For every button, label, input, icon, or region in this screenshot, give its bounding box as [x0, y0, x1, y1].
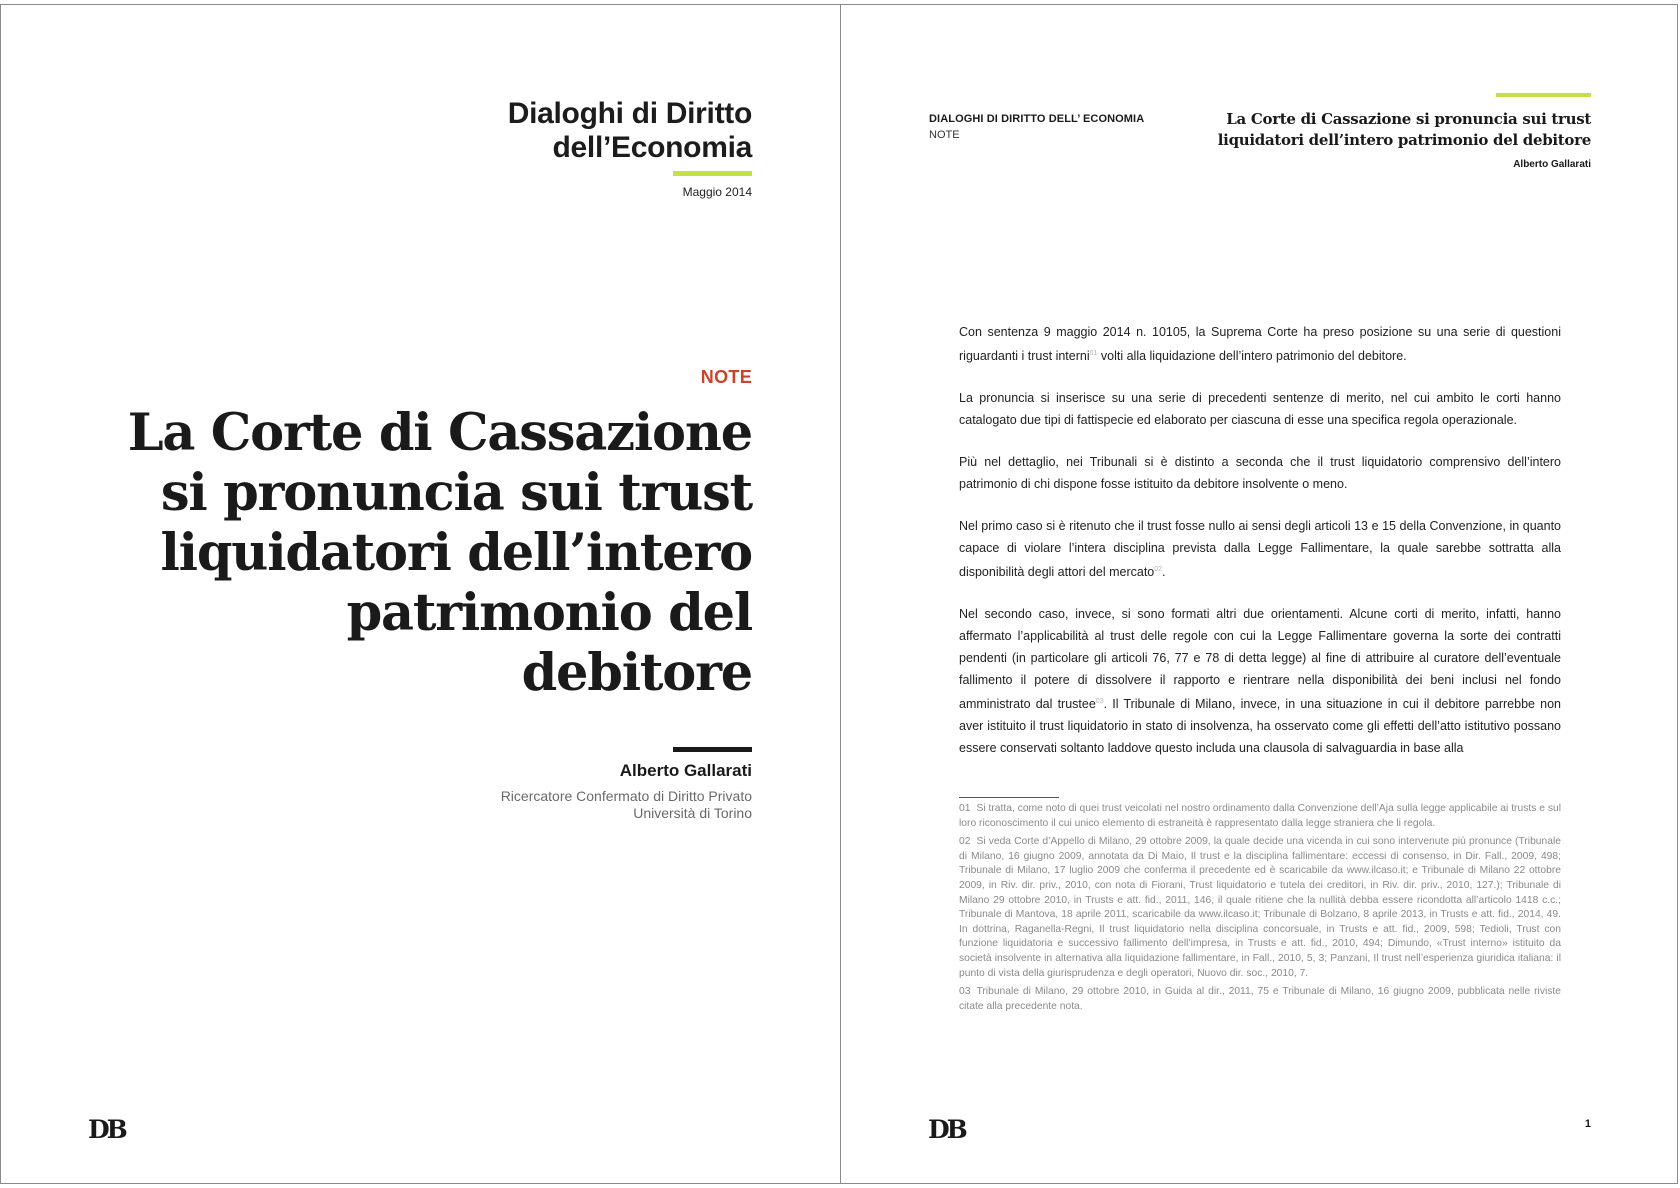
- running-head-section: NOTE: [929, 129, 960, 141]
- body-paragraph: [959, 387, 1561, 431]
- body-paragraph: [959, 451, 1561, 495]
- author-name: Alberto Gallarati: [619, 761, 752, 780]
- author-rule: [673, 747, 752, 752]
- journal-title-line: dell’Economia: [552, 131, 752, 164]
- running-head-author: Alberto Gallarati: [1513, 159, 1591, 170]
- body-paragraph: [959, 603, 1561, 759]
- footnote-text: Si veda Corte d’Appello di Milano, 29 ottobre 2009, la quale decide una vicenda in cui sono intervenute più pronunce (Tribunale di Milano, 16 giugno 2009, annotata da Di Maio, Il trust e la disciplina fallimentare: eccessi di consenso, in Dir. Fall., 2009, 498; Tribunale di Milano, 17 luglio 2009 che conferma il precedente ed è scaricabile da www.ilcaso.it; e Tribunale di Milano 22 ottobre 2009, in Riv. dir. priv., 2010, con nota di Fiorani, Trust liquidatorio e tutela dei creditori, in Riv. dir. priv., 2010, 127.); Tribunale di Milano 29 ottobre 2010, in Trusts e att. fid., 2011, 146, il quale ritiene che la nullità debba essere ricondotta all’articolo 1418 c.c.; Tribunale di Mantova, 18 aprile 2011, scaricabile da www.ilcaso.it; Tribunale di Bolzano, 8 aprile 2013, in Trusts e att. fid., 2014, 49. In dottrina, Raganella-Regni, Il trust liquidatorio nella disciplina concorsuale, in Trusts e att. fid., 2009, 598; Tedioli, Trust con funzione liquidatoria e successivo fallimento dell’impresa, in Trusts e att. fid., 2010, 494; Dimundo, «Trust interno» istituito da società insolvente in alternativa alla liquidazione fallimentare, in Fall., 2010, 5, 3; Panzani, Il trust nell’esperienza giuridica italiana: il punto di vista della giurisprudenza e degli operatori, Nuovo dir. soc., 2010, 7.: [959, 836, 1561, 979]
- paragraph-text: volti alla liquidazione dell’intero patrimonio del debitore.: [1097, 349, 1407, 364]
- journal-title: [332, 97, 752, 165]
- paragraph-text: .: [1162, 565, 1166, 580]
- running-head-title: [1171, 109, 1591, 151]
- paragraph-text: . Il Tribunale di Milano, invece, in una situazione in cui il debitore parrebbe non aver istituito il trust liquidatorio in stato di insolvenza, ha osservato come gli effetti dell’atto istitutivo possano essere conservati soltanto laddove questo includa una clausola di salvaguardia in base alla: [959, 697, 1562, 756]
- footnote-text: Si tratta, come noto di quei trust veicolati nel nostro ordinamento dalla Convenzione dell’Aja sulla legge applicabile ai trusts e sul loro riconoscimento il cui unico elemento di estraneità è rappresentato dalla legge straniera che li regola.: [959, 803, 1561, 829]
- article-title-line: debitore: [521, 643, 752, 703]
- db-logo: DB: [928, 1115, 965, 1144]
- article-page: [841, 5, 1677, 1183]
- article-title-line: liquidatori dell’intero: [160, 523, 752, 583]
- paragraph-text: La pronuncia si inserisce su una serie di precedenti sentenze di merito, nel cui ambito le corti hanno catalogato due tipi di fattispecie ed elaborato per ciascuna di esse una specifica regola operazionale.: [959, 391, 1561, 428]
- paragraph-text: Più nel dettaglio, nei Tribunali si è distinto a seconda che il trust liquidatorio comprensivo dell’intero patrimonio di chi dispone fosse istituito da debitore insolvente o meno.: [959, 455, 1561, 492]
- issue-date: Maggio 2014: [682, 185, 752, 199]
- footnote-ref[interactable]: 02: [1154, 566, 1163, 574]
- footnote-number: 01: [959, 803, 971, 814]
- footnote-ref[interactable]: 03: [1095, 698, 1104, 706]
- cover-page: [1, 5, 839, 1183]
- article-title-line: patrimonio del: [346, 583, 752, 643]
- footnote-ref[interactable]: 01: [1089, 350, 1098, 357]
- footnotes: [959, 802, 1561, 1018]
- body-paragraph: [959, 515, 1561, 583]
- running-head-accent-bar: [1496, 93, 1591, 97]
- body-paragraph: [959, 321, 1561, 367]
- accent-bar: [673, 171, 752, 176]
- db-logo: DB: [88, 1115, 125, 1144]
- footnote: [959, 985, 1561, 1014]
- paragraph-text: Con sentenza 9 maggio 2014 n. 10105, la Suprema Corte ha preso posizione su una serie di questioni riguardanti i trust interni: [959, 325, 1561, 364]
- article-title: [72, 403, 752, 703]
- affiliation-line: Università di Torino: [633, 805, 752, 821]
- footnote: [959, 802, 1561, 831]
- paragraph-text: Nel secondo caso, invece, si sono formati altri due orientamenti. Alcune corti di merito, infatti, hanno affermato l’applicabilità al trust delle regole con cui la Legge Fallimentare governa la sorte dei contratti pendenti (in particolare gli articoli 76, 77 e 78 di detta legge) al fine di attribuire al curatore dell’eventuale fallimento il potere di dissolvere il rapporto e rientrare nella disponibilità dei beni inclusi nel fondo amministrato dal trustee: [959, 607, 1561, 712]
- affiliation-line: Ricercatore Confermato di Diritto Privato: [500, 788, 752, 804]
- page-number: 1: [1584, 1118, 1591, 1130]
- running-head-journal: DIALOGHI DI DIRITTO DELL’ ECONOMIA: [929, 113, 1145, 125]
- paragraph-text: Nel primo caso si è ritenuto che il trust fosse nullo ai sensi degli articoli 13 e 15 della Convenzione, in quanto capace di violare l’intera disciplina prevista dalla Legge Fallimentare, la quale sarebbe sottratta alla disponibilità degli attori del mercato: [959, 519, 1561, 580]
- article-body: [959, 321, 1561, 779]
- footnote-rule: [959, 797, 1059, 798]
- footnote-number: 03: [959, 986, 971, 998]
- author-affiliation: [501, 788, 752, 822]
- footnote: [959, 835, 1561, 981]
- section-label: NOTE: [700, 367, 752, 387]
- footnote-text: Tribunale di Milano, 29 ottobre 2010, in Guida al dir., 2011, 75 e Tribunale di Milano, 16 giugno 2009, pubblicata nelle riviste citate alla precedente nota.: [959, 986, 1561, 1012]
- article-title-line: La Corte di Cassazione: [127, 403, 752, 463]
- running-head-title-line: La Corte di Cassazione si pronuncia sui trust: [1226, 110, 1591, 128]
- footnote-number: 02: [959, 836, 971, 848]
- running-head-title-line: liquidatori dell’intero patrimonio del debitore: [1217, 131, 1591, 149]
- journal-title-line: Dialoghi di Diritto: [507, 97, 752, 130]
- article-title-line: si pronuncia sui trust: [160, 463, 752, 523]
